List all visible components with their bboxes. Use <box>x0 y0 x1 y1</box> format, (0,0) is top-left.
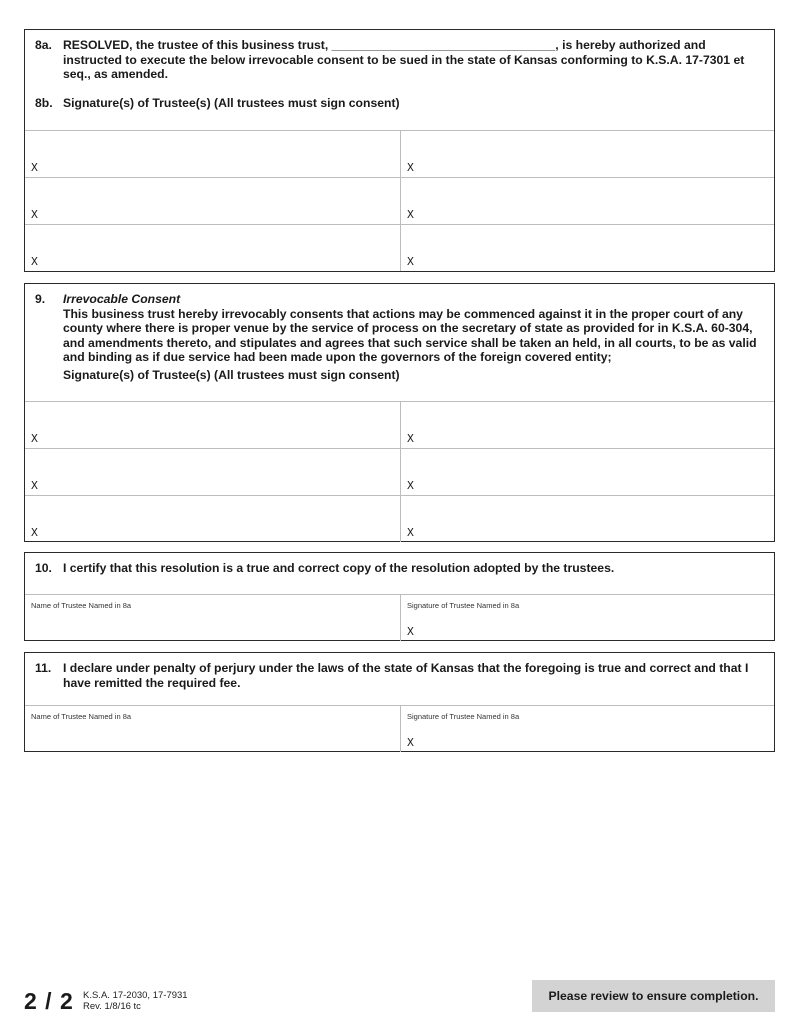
x-mark: X <box>407 737 414 750</box>
trustee-signature-field[interactable] <box>400 131 775 177</box>
trustee-signature-field[interactable] <box>400 225 775 271</box>
declaration-row <box>25 705 774 752</box>
section-8 <box>24 29 775 272</box>
x-mark: X <box>407 626 414 639</box>
signature-row <box>25 130 774 177</box>
trustee-signature-field[interactable] <box>400 706 775 752</box>
section-8b-text: Signature(s) of Trustee(s) (All trustees must sign consent) <box>63 95 400 110</box>
trustee-signature-label: Signature of Trustee Named in 8a <box>407 601 520 610</box>
trustee-signature-field[interactable] <box>25 225 400 271</box>
x-mark: X <box>31 209 38 222</box>
trustee-signature-field[interactable] <box>25 131 400 177</box>
section-11 <box>24 652 775 752</box>
trustee-signature-field[interactable] <box>400 178 775 224</box>
x-mark: X <box>31 480 38 493</box>
section-9-header <box>25 284 774 401</box>
section-10-number: 10. <box>35 561 52 575</box>
statute-reference: K.S.A. 17-2030, 17-7931 <box>83 990 188 1001</box>
x-mark: X <box>407 433 414 446</box>
x-mark: X <box>31 527 38 540</box>
x-mark: X <box>407 209 414 222</box>
certification-row <box>25 594 774 641</box>
trustee-name-label: Name of Trustee Named in 8a <box>31 601 132 610</box>
trustee-name-label: Name of Trustee Named in 8a <box>31 712 132 721</box>
signature-row <box>25 177 774 224</box>
trustee-signature-field[interactable] <box>25 449 400 495</box>
signature-row <box>25 224 774 271</box>
section-10-text: I certify that this resolution is a true and correct copy of the resolution adopted by the trustees. <box>63 561 615 575</box>
trustee-signature-field[interactable] <box>400 449 775 495</box>
signature-row <box>25 448 774 495</box>
x-mark: X <box>407 527 414 540</box>
x-mark: X <box>407 162 414 175</box>
trustee-signature-field[interactable] <box>400 402 775 448</box>
x-mark: X <box>31 256 38 269</box>
x-mark: X <box>407 256 414 269</box>
section-11-number: 11. <box>35 661 52 675</box>
page-number: 2 / 2 <box>24 988 74 1014</box>
trustee-signature-field[interactable] <box>400 496 775 542</box>
section-8a-text: RESOLVED, the trustee of this business trust, _________________________________, is hereby authorized and instructed to execute the below irrevocable consent to be sued in the state of Kansas conforming to K.S.A. 17-7301 et seq., as amended. <box>63 38 745 81</box>
trustee-name-field[interactable] <box>25 595 400 641</box>
trustee-signature-label: Signature of Trustee Named in 8a <box>407 712 520 721</box>
x-mark: X <box>407 480 414 493</box>
x-mark: X <box>31 433 38 446</box>
review-notice: Please review to ensure completion. <box>532 980 775 1012</box>
section-9-body: This business trust hereby irrevocably consents that actions may be commenced against it in the proper court of any county where there is proper venue by the service of process on the secretary of state as provided for in K.S.A. 60-304, and amendments thereto, and stipulates and agrees that such service shall be taken an held, in all courts, to be as valid and binding as if due service had been made upon the governors of the foreign covered entity; <box>63 306 757 364</box>
section-9-title: Irrevocable Consent <box>63 292 181 306</box>
x-mark: X <box>31 162 38 175</box>
trustee-signature-field[interactable] <box>25 178 400 224</box>
footer-meta <box>83 990 188 1012</box>
section-11-text: I declare under penalty of perjury under the laws of the state of Kansas that the foregoing is true and correct and that I have remitted the required fee. <box>63 661 749 690</box>
trustee-signature-field[interactable] <box>25 402 400 448</box>
section-9-number: 9. <box>35 292 46 306</box>
section-8a-number: 8a. <box>35 38 52 52</box>
revision-date: Rev. 1/8/16 tc <box>83 1001 141 1012</box>
section-11-header <box>25 653 774 705</box>
signature-row <box>25 401 774 448</box>
section-8-header <box>25 30 774 130</box>
signature-row <box>25 495 774 542</box>
trustee-name-field[interactable] <box>25 706 400 752</box>
section-9 <box>24 283 775 542</box>
trustee-signature-field[interactable] <box>400 595 775 641</box>
section-9-signature-text: Signature(s) of Trustee(s) (All trustees must sign consent) <box>63 367 400 382</box>
section-8b-number: 8b. <box>35 95 53 110</box>
section-10 <box>24 552 775 641</box>
section-10-header <box>25 553 774 594</box>
trustee-signature-field[interactable] <box>25 496 400 542</box>
